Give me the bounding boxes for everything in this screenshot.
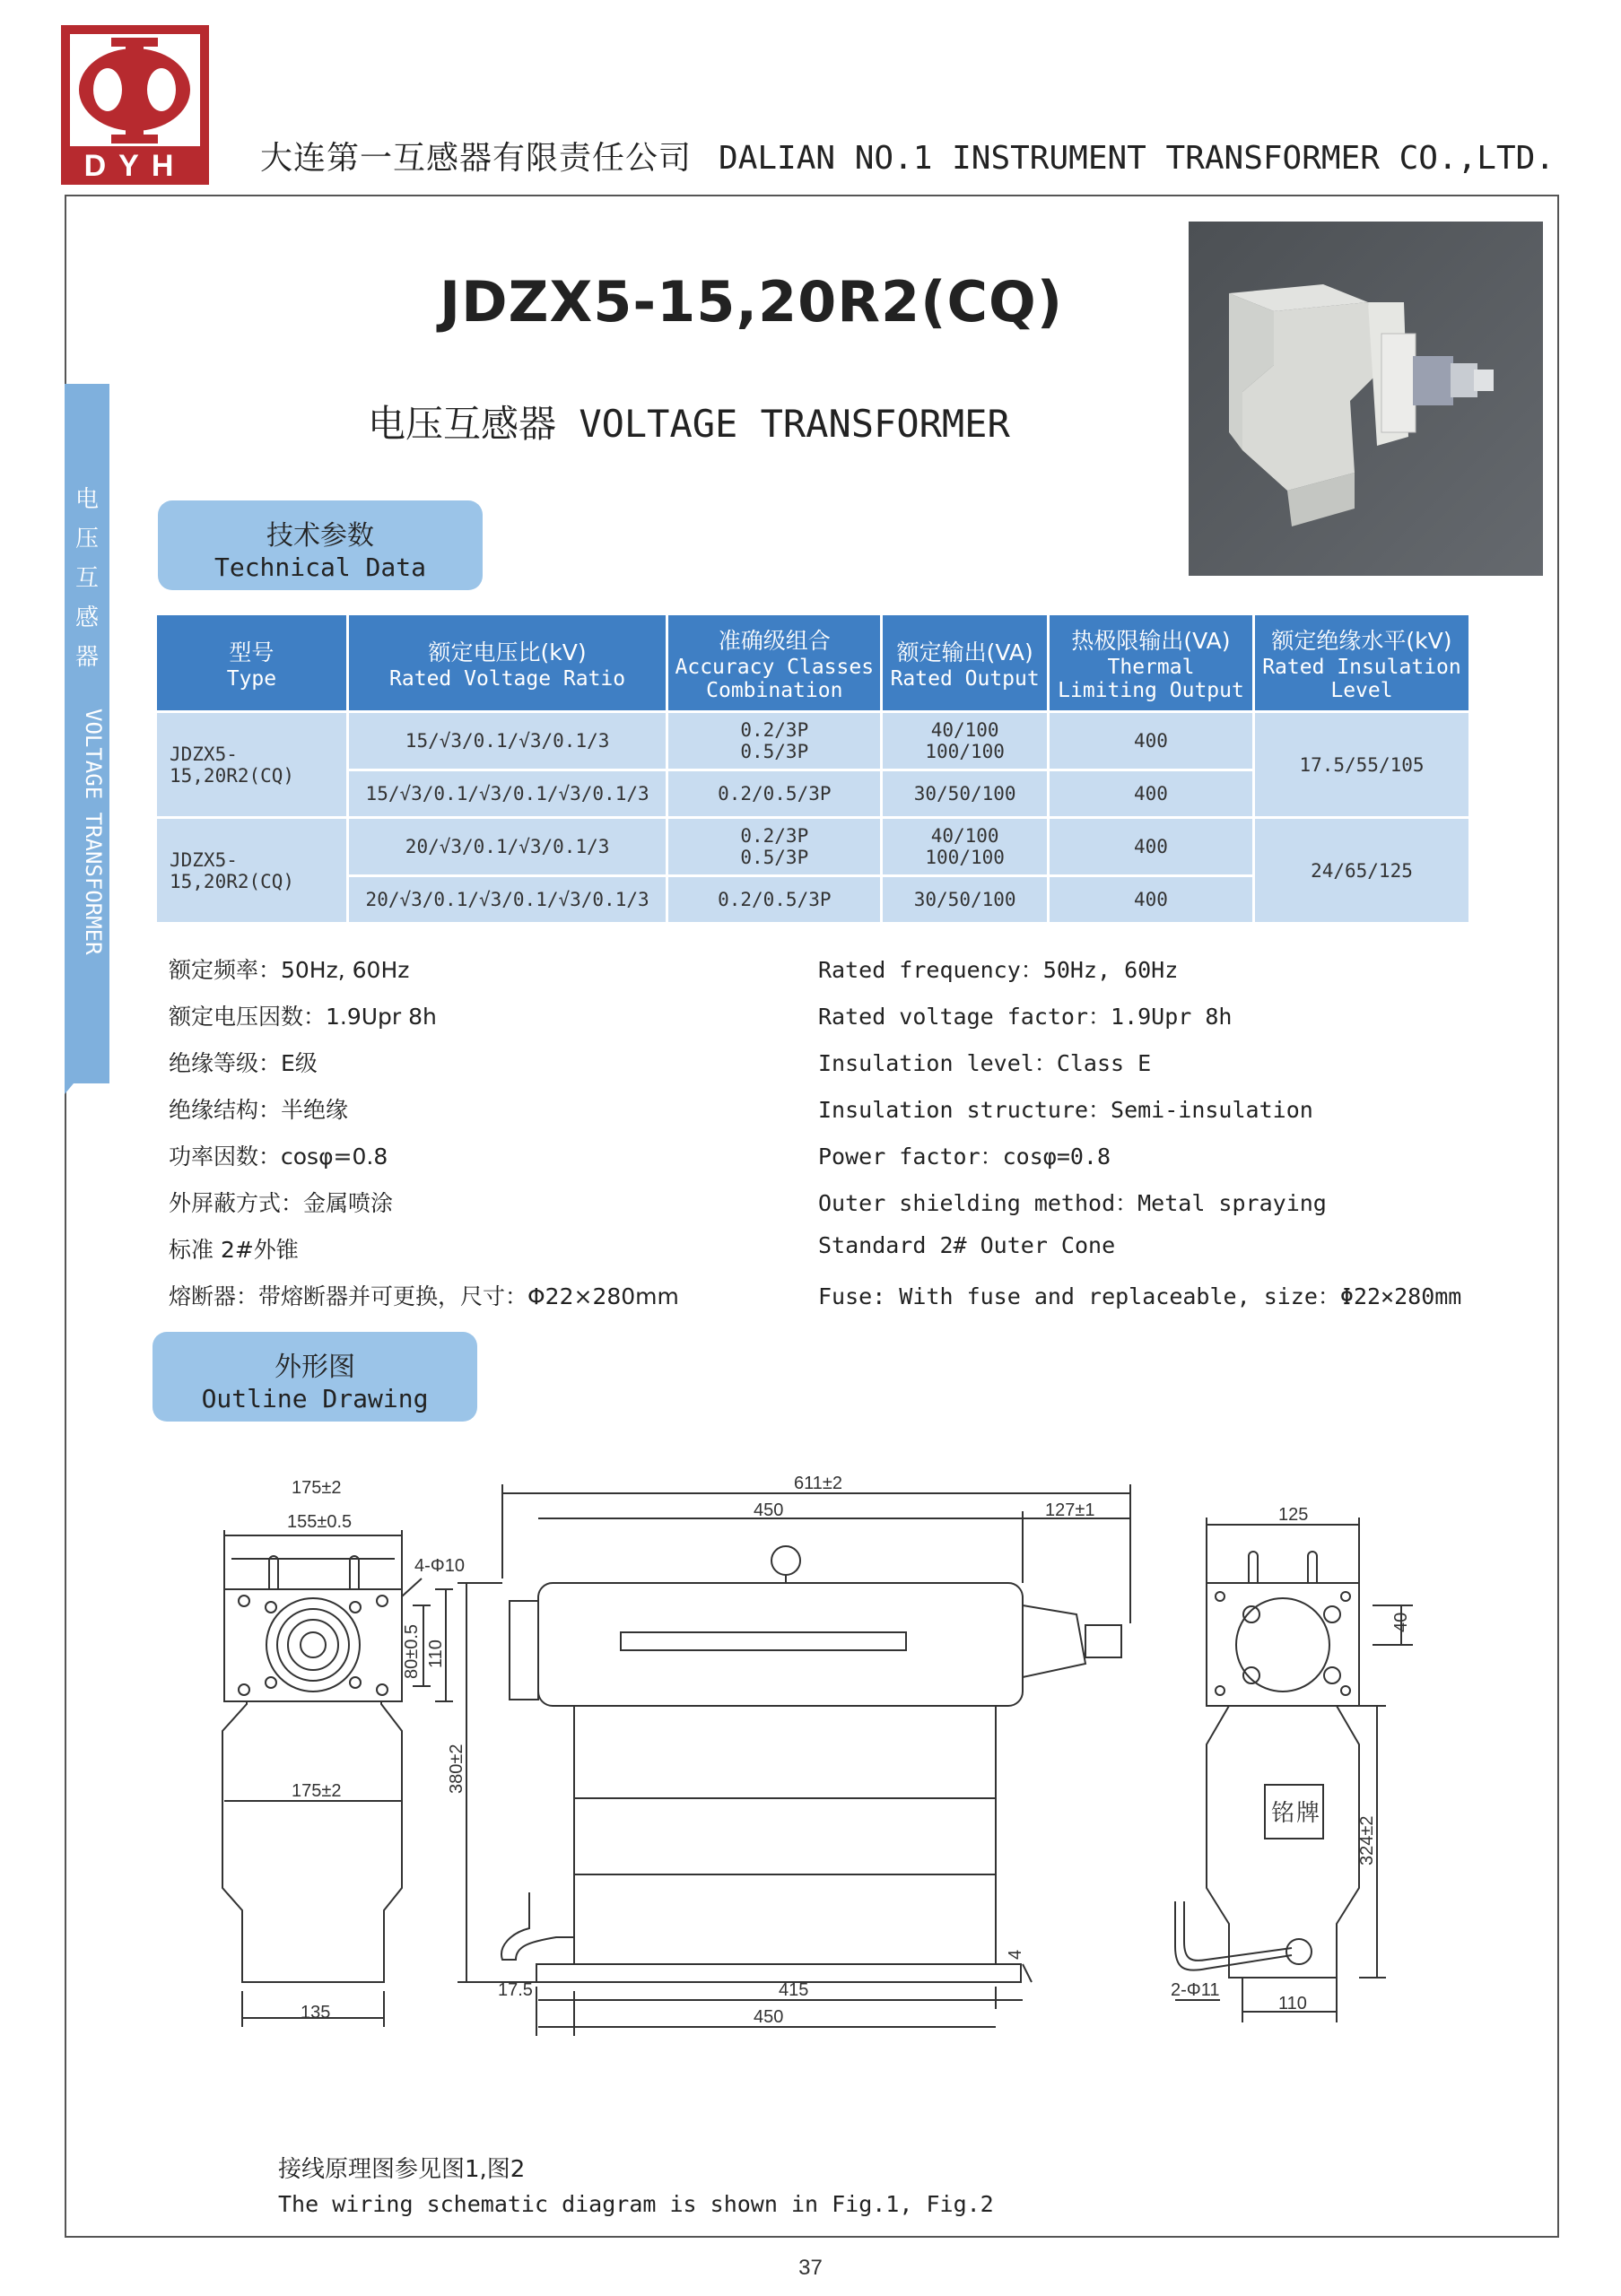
cell-output: 40/100 100/100 [883,819,1047,874]
param-cn: 额定电压因数：1.9Upr 8h [169,1004,437,1030]
dim-label: 4 [1006,1949,1025,1960]
dim-label: 17.5 [498,1980,533,2000]
dim-label: 127±1 [1045,1500,1095,1520]
cell-type: JDZX5-15,20R2(CQ) [157,713,346,816]
side-char: 压 [74,526,99,552]
param-cn: 绝缘等级：E级 [169,1050,318,1076]
param-en: Standard 2# Outer Cone [818,1232,1116,1258]
header-type: 型号 Type [157,615,346,710]
param-en: Rated voltage factor：1.9Upr 8h [818,1004,1233,1030]
dim-label: 4-Φ10 [414,1556,465,1576]
cell-accuracy: 0.2/0.5/3P [668,771,880,816]
cell-thermal: 400 [1050,713,1252,769]
header-thermal: 热极限输出(VA) Thermal Limiting Output [1050,615,1252,710]
cell-ratio: 15/√3/0.1/√3/0.1/3 [349,713,666,769]
dim-label: 80±0.5 [402,1623,422,1679]
cell-accuracy: 0.2/3P 0.5/3P [668,713,880,769]
cell-ratio: 20/√3/0.1/√3/0.1/√3/0.1/3 [349,877,666,922]
cell-thermal: 400 [1050,771,1252,816]
param-en: Outer shielding method：Metal spraying [818,1190,1327,1216]
param-en: Insulation level：Class E [818,1050,1152,1076]
outline-heading-cn: 外形图 [275,1352,355,1383]
cell-ratio: 15/√3/0.1/√3/0.1/√3/0.1/3 [349,771,666,816]
outline-heading-en: Outline Drawing [201,1384,429,1413]
page-number: 37 [798,2256,823,2280]
cell-insulation: 17.5/55/105 [1255,713,1468,816]
cell-type: JDZX5-15,20R2(CQ) [157,819,346,922]
dim-label: 380±2 [447,1744,466,1794]
dim-label: 175±2 [292,1781,342,1801]
cell-insulation: 24/65/125 [1255,819,1468,922]
dim-label: 135 [301,2003,331,2022]
header-accuracy: 准确级组合 Accuracy Classes Combination [668,615,880,710]
dim-label: 175±2 [292,1478,342,1498]
param-cn: 外屏蔽方式：金属喷涂 [169,1190,394,1216]
subtitle-en: VOLTAGE TRANSFORMER [579,402,1010,446]
dim-label: 324±2 [1357,1815,1377,1866]
side-char: 器 [74,644,99,671]
side-band-en: VOLTAGE TRANSFORMER [81,709,106,955]
dim-label: 110 [426,1639,446,1668]
wiring-note-cn: 接线原理图参见图1,图2 [278,2156,526,2183]
cell-thermal: 400 [1050,877,1252,922]
cell-output: 30/50/100 [883,771,1047,816]
param-cn: 熔断器：带熔断器并可更换，尺寸：Φ22×280mm [169,1283,679,1309]
param-en: Insulation structure：Semi-insulation [818,1097,1313,1123]
header-insulation: 额定绝缘水平(kV) Rated Insulation Level [1255,615,1468,710]
cell-output: 40/100 100/100 [883,713,1047,769]
company-name-en: DALIAN NO.1 INSTRUMENT TRANSFORMER CO.,LTD. [719,140,1555,177]
side-char: 互 [74,565,99,592]
tech-heading-en: Technical Data [214,552,426,582]
dimension-labels [287,1474,1411,2027]
side-view [458,1484,1130,2036]
nameplate-label: 铭 [1271,1800,1295,1827]
subtitle-cn: 电压互感器 [368,402,557,446]
end-view [1175,1518,1413,2022]
tech-heading-cn: 技术参数 [266,520,374,552]
param-cn: 额定频率：50Hz, 60Hz [169,957,410,983]
cell-thermal: 400 [1050,819,1252,874]
cell-output: 30/50/100 [883,877,1047,922]
logo-text: DYH [83,149,187,183]
dim-label: 450 [754,2007,784,2027]
cell-accuracy: 0.2/0.5/3P [668,877,880,922]
dim-label: 415 [779,1980,809,2000]
param-cn: 标准 2#外锥 [169,1237,299,1263]
company-name-cn: 大连第一互感器有限责任公司 [260,140,693,177]
param-cn: 绝缘结构：半绝缘 [169,1097,349,1123]
cell-accuracy: 0.2/3P 0.5/3P [668,819,880,874]
wiring-note-en: The wiring schematic diagram is shown in Fig.1, Fig.2 [278,2191,994,2217]
page-title: JDZX5-15,20R2(CQ) [440,269,1064,335]
nameplate-label: 牌 [1296,1800,1320,1827]
front-view [222,1530,453,2027]
dim-label: 40 [1391,1612,1411,1632]
param-cn: 功率因数：cosφ=0.8 [169,1144,388,1170]
side-char: 感 [74,604,99,631]
dim-label: 2-Φ11 [1171,1980,1220,2000]
side-char: 电 [74,486,99,513]
dim-label: 125 [1278,1505,1309,1525]
param-en: Fuse: With fuse and replaceable, size：Φ22×280mm [818,1283,1462,1309]
param-en: Rated frequency：50Hz, 60Hz [818,957,1179,983]
param-en: Power factor：cosφ=0.8 [818,1144,1111,1170]
dim-label: 611±2 [794,1474,842,1493]
header-ratio: 额定电压比(kV) Rated Voltage Ratio [349,615,666,710]
cell-ratio: 20/√3/0.1/√3/0.1/3 [349,819,666,874]
dim-label: 450 [754,1500,784,1520]
header-output: 额定输出(VA) Rated Output [883,615,1047,710]
dim-label: 155±0.5 [287,1512,353,1532]
dim-label: 110 [1278,1994,1307,2013]
